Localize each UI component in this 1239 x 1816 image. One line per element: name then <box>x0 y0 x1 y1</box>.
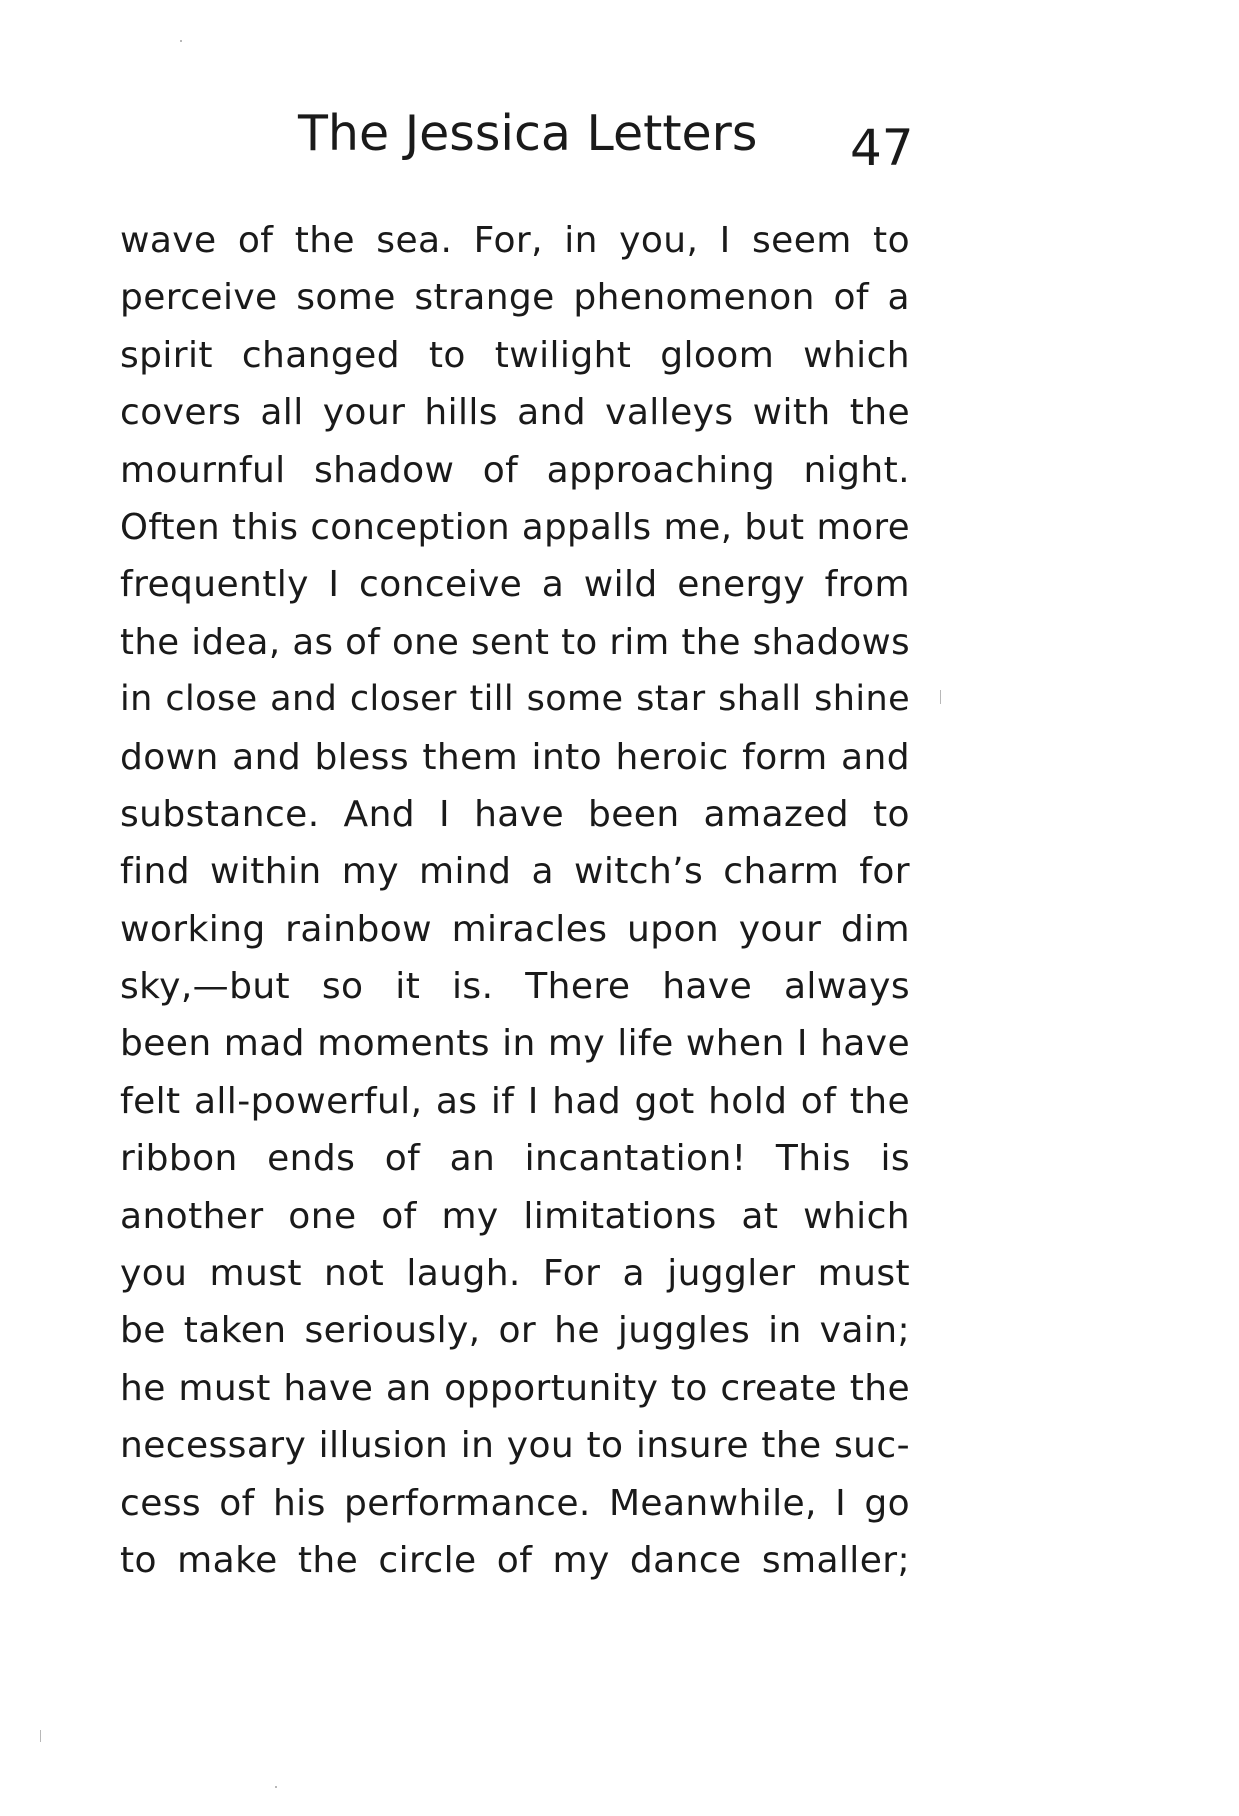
text-line: ribbon ends of an incantation! This is <box>120 1138 910 1180</box>
text-line: find within my mind a witch’s charm for <box>120 851 910 893</box>
text-line: in close and closer till some star shall shine <box>120 679 910 720</box>
text-line: working rainbow miracles upon your dim <box>120 908 910 950</box>
text-line: mournful shadow of approaching night. <box>120 449 910 491</box>
text-line: you must not laugh. For a juggler must <box>120 1253 910 1295</box>
body-text <box>120 212 910 1589</box>
text-line: necessary illusion in you to insure the suc- <box>120 1425 910 1467</box>
text-line: spirit changed to twilight gloom which <box>120 334 910 376</box>
page-number: 47 <box>850 119 914 177</box>
scan-speck <box>180 40 182 42</box>
text-line: to make the circle of my dance smaller; <box>120 1539 910 1581</box>
text-line: the idea, as of one sent to rim the shadows <box>120 621 910 663</box>
text-line: been mad moments in my life when I have <box>120 1023 910 1065</box>
text-line: cess of his performance. Meanwhile, I go <box>120 1482 910 1524</box>
running-head: The Jessica Letters <box>298 105 758 162</box>
text-line: felt all-powerful, as if I had got hold of the <box>120 1080 910 1122</box>
text-line: covers all your hills and valleys with the <box>120 392 910 434</box>
text-line: perceive some strange phenomenon of a <box>120 277 910 319</box>
text-line: be taken seriously, or he juggles in vain; <box>120 1310 910 1352</box>
text-line: he must have an opportunity to create the <box>120 1367 910 1409</box>
scan-speck <box>940 690 941 704</box>
scan-speck <box>40 1730 41 1742</box>
text-line: Often this conception appalls me, but more <box>120 506 910 548</box>
scan-speck <box>275 1786 277 1788</box>
text-line: sky,—but so it is. There have always <box>120 966 910 1008</box>
text-line: wave of the sea. For, in you, I seem to <box>120 220 910 261</box>
text-line: frequently I conceive a wild energy from <box>120 564 910 606</box>
text-line: substance. And I have been amazed to <box>120 793 910 835</box>
text-line: another one of my limitations at which <box>120 1195 910 1237</box>
text-line: down and bless them into heroic form and <box>120 736 910 778</box>
